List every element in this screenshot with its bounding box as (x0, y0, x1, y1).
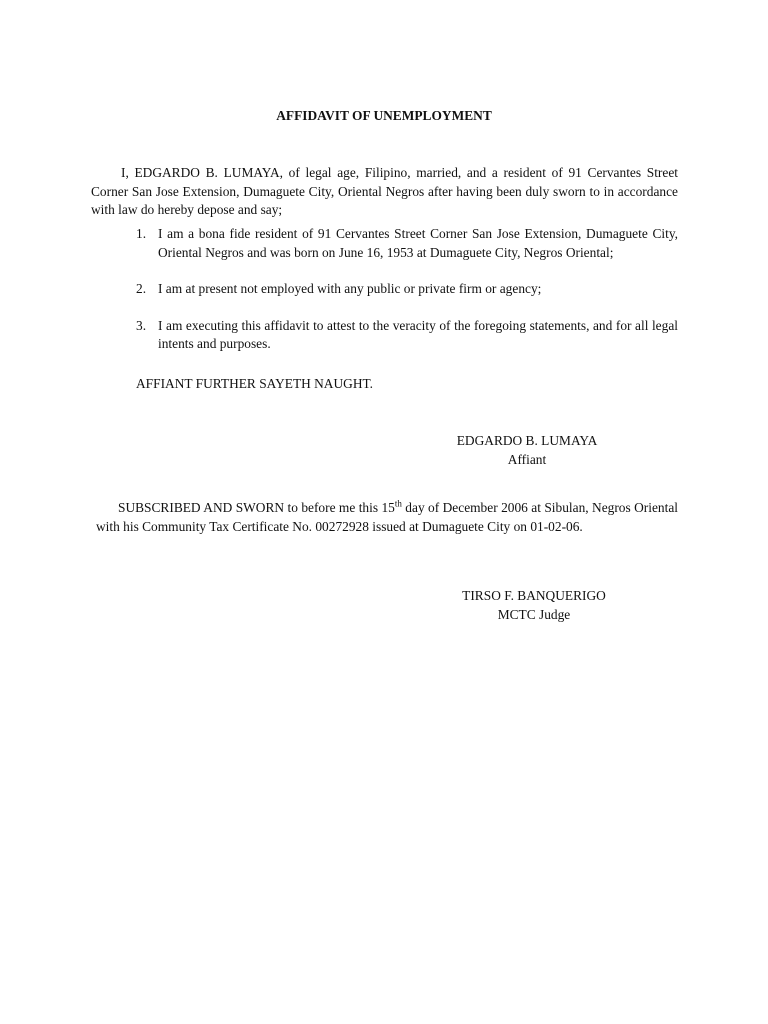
jurat-text-start: SUBSCRIBED AND SWORN to before me this 15 (118, 500, 395, 515)
jurat-ordinal-suffix: th (394, 498, 402, 509)
list-item-text: I am a bona fide resident of 91 Cervantes Street Corner San Jose Extension, Dumaguete City, Oriental Negros and was born on June 16, 1953 at Dumaguete City, Negros Oriental; (158, 226, 678, 260)
affiant-role: Affiant (507, 451, 547, 467)
list-item (136, 225, 678, 262)
judge-name: TIRSO F. BANQUERIGO (462, 588, 606, 603)
affiant-signature-block (452, 432, 602, 469)
affiant-name: EDGARDO B. LUMAYA (456, 433, 598, 448)
statement-list (136, 225, 678, 354)
jurat-text-end: day of December 2006 at Sibulan, Negros Oriental with his Community Tax Certificate No. 00272928 issued at Dumaguete City on 01-02-06. (96, 500, 678, 534)
list-item-number: 1. (136, 226, 147, 241)
jurat-paragraph (96, 499, 678, 536)
judge-title: MCTC Judge (497, 606, 571, 622)
intro-paragraph: I, EDGARDO B. LUMAYA, of legal age, Filipino, married, and a resident of 91 Cervantes Street Corner San Jose Extension, Dumaguete City, Oriental Negros after having been duly sworn to in accordance with law do hereby depose and say; (91, 165, 678, 217)
list-item-text: I am at present not employed with any public or private firm or agency; (158, 281, 542, 296)
document-title: AFFIDAVIT OF UNEMPLOYMENT (276, 108, 492, 123)
list-item (136, 317, 678, 354)
list-item-text: I am executing this affidavit to attest to the veracity of the foregoing statements, and for all legal intents and purposes. (158, 317, 678, 351)
judge-signature-block (451, 587, 617, 624)
list-item-number: 2. (136, 281, 147, 296)
list-item-number: 3. (136, 317, 147, 333)
closing-statement: AFFIANT FURTHER SAYETH NAUGHT. (136, 376, 374, 391)
list-item (136, 280, 678, 299)
